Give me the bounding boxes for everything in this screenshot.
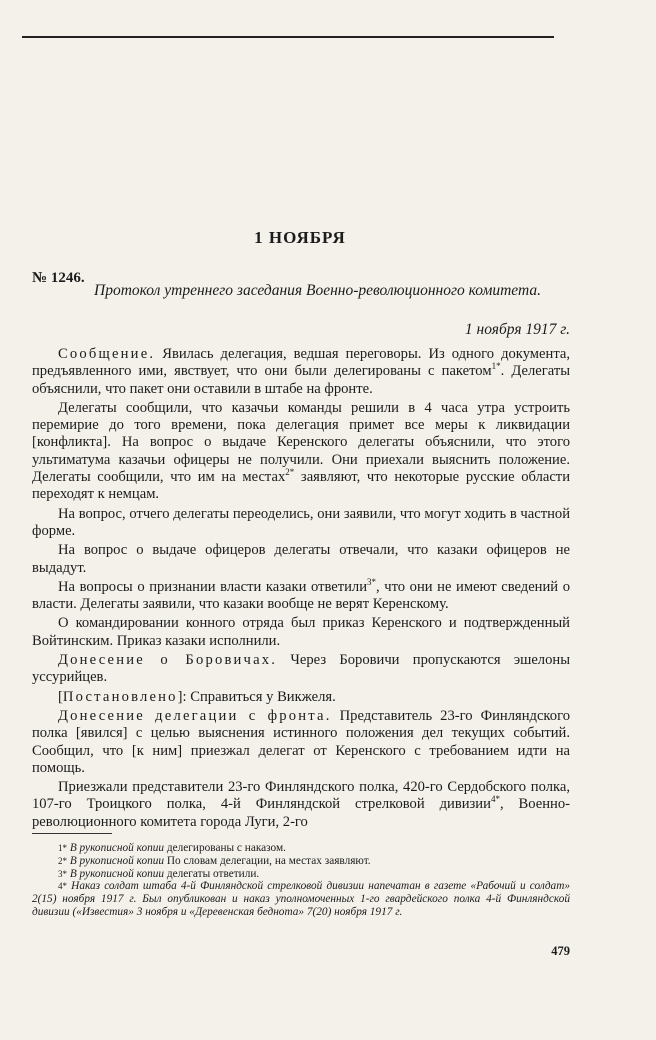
paragraph-text: . Делегаты объяснили, что пакет они оставили в штабе на фронте. (32, 363, 571, 397)
paragraph-4: На вопрос о выдаче офицеров делегаты отвечали, что казаки офицеров не выдадут. (32, 542, 570, 576)
spaced-lead: Сообщение. (58, 346, 156, 362)
paragraph-2 (32, 400, 570, 504)
paragraph-5 (32, 579, 570, 614)
bracket-open: [ (58, 688, 63, 705)
paragraph-8 (32, 689, 570, 706)
footnote-text: По словам делегации, на местах заявляют. (164, 854, 371, 867)
paragraph-text: Через Боровичи пропускаются эшелоны уссурийцев. (32, 652, 570, 686)
spaced-lead: Постановлено (62, 688, 178, 705)
paragraph-text: ]: Справиться у Викжеля. (177, 688, 336, 705)
paragraph-1 (32, 346, 570, 398)
paragraph-3: На вопрос, отчего делегаты переоделись, они заявили, что могут ходить в частной форме. (32, 505, 570, 539)
document-number: № 1246. (32, 270, 85, 286)
paragraph-text: Приезжали представители 23-го Финляндского полка, 420-го Сердобского полка, 107-го Троицкого полка, 4-й Финляндской стрелковой дивизии (32, 779, 570, 813)
footnote-mark: 3* (58, 868, 67, 879)
footnote-ref: 4* (490, 794, 500, 805)
footnote-italic: В рукописной копии (69, 867, 165, 880)
header-rule (22, 36, 554, 38)
footnote-mark: 1* (58, 843, 67, 853)
footnote-ref: 2* (285, 467, 295, 478)
footnote-mark: 4* (58, 881, 67, 892)
document-date: 1 ноября 1917 г. (464, 321, 570, 338)
section-heading: 1 НОЯБРЯ (254, 228, 346, 247)
footnotes (32, 842, 570, 919)
document-body (32, 346, 570, 833)
paragraph-text: , что они не имеют сведений о власти. Делегаты заявили, что казаки вообще не верят Керенскому. (32, 578, 570, 613)
paragraph-9 (32, 708, 570, 777)
paragraph-10 (32, 779, 570, 831)
paragraph-6: О командировании конного отряда был приказ Керенского и подтвержденный Войтинским. Приказ казаки исполнили. (32, 615, 570, 649)
footnote-4 (32, 880, 570, 918)
paragraph-text: Делегаты сообщили, что казачьи команды решили в 4 часа утра устроить перемирие до того времени, пока делегация примет все меры к ликвидации [конфликта]. На вопрос о выдаче Керенского делегаты объяснили, что этого ультиматума казачьи офицеры не получили. Они приехали выяснить положение. Делегаты сообщили, что им на местах (32, 399, 570, 486)
footnote-ref: 3* (367, 577, 377, 587)
paragraph-text: Явилась делегация, ведшая переговоры. Из одного документа, предъявленного ими, явствует, что они были делегированы с пакетом (32, 346, 570, 380)
spaced-lead: Донесение о Боровичах. (58, 652, 278, 669)
footnote-italic: В рукописной копии (69, 854, 165, 867)
paragraph-text: На вопросы о признании власти казаки ответили (58, 578, 368, 595)
footnote-italic: В рукописной копии (69, 842, 165, 854)
spaced-lead: Донесение делегации с фронта. (58, 707, 332, 724)
paragraph-text: заявляют, что некоторые русские области переходят к немцам. (32, 469, 570, 503)
footnote-mark: 2* (58, 855, 67, 866)
footnote-2 (32, 855, 570, 868)
paragraph-7 (32, 652, 570, 687)
page-number: 479 (551, 944, 570, 958)
footnote-text: делегаты ответили. (164, 867, 260, 880)
footnote-1 (32, 842, 570, 855)
paragraph-text: , Военно-революционного комитета города Луги, 2-го (32, 796, 570, 830)
footnote-ref: 1* (491, 361, 501, 372)
document-title: Протокол утреннего заседания Военно-революционного комитета. (94, 282, 541, 299)
footnote-text: делегированы с наказом. (164, 842, 286, 854)
paragraph-text: Представитель 23-го Финляндского полка [явился] с целью выяснения истинного положения дел текущих событий. Сообщил, что [к ним] приезжал делегат от Керенского с требованием идти на помощь. (32, 707, 570, 776)
footnote-rule (32, 833, 112, 834)
footnote-3 (32, 868, 570, 881)
footnote-text: Наказ солдат штаба 4-й Финляндской стрелковой дивизии напечатан в газете «Рабочий и солдат» 2(15) ноября 1917 г. Был опубликован и наказ уполномоченных 1-го гвардейского полка 4-й Финляндской дивизии («Известия» 3 ноября и «Деревенская беднота» 7(20) ноября 1917 г. (32, 880, 570, 918)
